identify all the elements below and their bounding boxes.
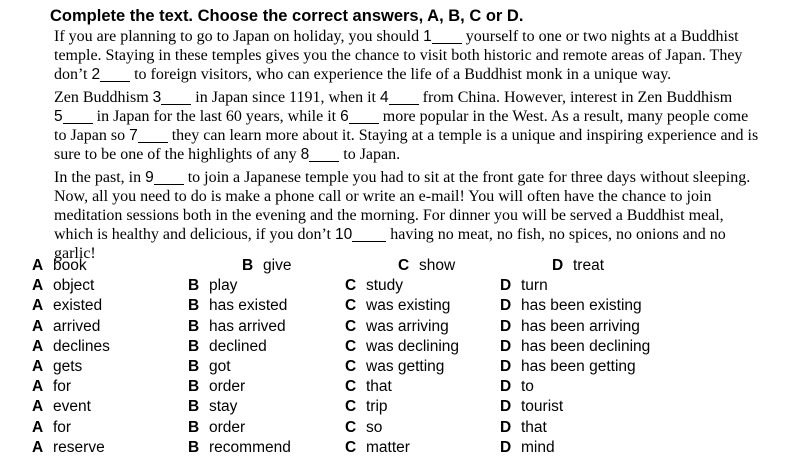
option-letter: C xyxy=(345,398,357,416)
blank-line-4 xyxy=(389,100,419,105)
option-label: for xyxy=(53,418,72,436)
option-6-b xyxy=(188,357,231,377)
option-label: stay xyxy=(209,398,238,416)
option-label: was getting xyxy=(366,357,445,375)
passage-text: to join a Japanese temple you had to sit at the front gate for three days without sleeping. xyxy=(183,169,751,186)
option-letter: B xyxy=(188,378,200,396)
option-5-c xyxy=(345,337,459,357)
option-6-d xyxy=(500,357,636,377)
option-letter: B xyxy=(188,418,200,436)
blank-number-4: 4 xyxy=(380,89,389,106)
blank-number-2: 2 xyxy=(91,66,101,83)
option-row-2 xyxy=(0,276,800,296)
blank-number-9: 9 xyxy=(145,169,154,186)
option-letter: D xyxy=(500,418,512,436)
option-10-d xyxy=(500,438,555,458)
blank-number-6: 6 xyxy=(340,108,349,125)
passage-text: garlic! xyxy=(54,245,96,262)
option-8-c xyxy=(345,397,388,417)
option-letter: D xyxy=(500,378,512,396)
blank-line-10 xyxy=(352,237,386,242)
passage-text: which is healthy and delicious, if you don’t xyxy=(54,226,335,243)
option-letter: A xyxy=(32,317,44,335)
option-8-b xyxy=(188,397,237,417)
passage-text: sure to be one of the highlights of any xyxy=(54,146,301,163)
option-1-b xyxy=(242,256,291,276)
option-letter: B xyxy=(188,317,200,335)
option-letter: A xyxy=(32,297,44,315)
option-5-a xyxy=(32,337,110,357)
option-label: was declining xyxy=(366,337,460,355)
passage-text: Now, all you need to do is make a phone call or write an e-mail! You will often have the chance to join xyxy=(54,188,712,205)
paragraph-3 xyxy=(54,168,758,263)
passage-text: don’t xyxy=(54,66,92,83)
option-row-1 xyxy=(0,256,800,276)
option-3-c xyxy=(345,296,450,316)
option-3-b xyxy=(188,296,287,316)
passage-line xyxy=(54,88,758,107)
option-letter: D xyxy=(500,357,512,375)
blank-number-10: 10 xyxy=(335,226,353,243)
option-label: treat xyxy=(573,257,605,274)
option-letter: D xyxy=(552,257,564,274)
passage-text: to Japan so xyxy=(54,127,130,144)
passage-line xyxy=(54,168,758,187)
option-label: play xyxy=(209,277,238,295)
option-letter: D xyxy=(500,297,512,315)
passage-line xyxy=(54,107,758,126)
option-label: existed xyxy=(53,297,103,315)
option-label: tourist xyxy=(521,398,564,416)
option-letter: B xyxy=(188,398,200,416)
option-label: declines xyxy=(53,337,110,355)
option-row-8 xyxy=(0,397,800,417)
option-letter: B xyxy=(188,357,200,375)
exercise-title: Complete the text. Choose the correct answers, A, B, C or D. xyxy=(50,7,524,25)
option-4-c xyxy=(345,317,449,337)
option-row-5 xyxy=(0,337,800,357)
option-7-d xyxy=(500,377,534,397)
option-letter: A xyxy=(32,378,44,396)
passage-line xyxy=(54,65,758,84)
option-label: has been existing xyxy=(521,297,642,315)
option-label: gets xyxy=(53,357,83,375)
passage-line xyxy=(54,206,758,225)
passage-line xyxy=(54,46,758,65)
option-label: order xyxy=(209,378,246,396)
blank-line-2 xyxy=(100,77,130,82)
option-row-3 xyxy=(0,296,800,316)
option-letter: C xyxy=(345,317,357,335)
option-row-4 xyxy=(0,317,800,337)
option-label: study xyxy=(366,277,404,295)
passage-text: in Japan for the last 60 years, while it xyxy=(92,108,341,125)
option-letter: C xyxy=(345,418,357,436)
option-5-d xyxy=(500,337,650,357)
blank-line-1 xyxy=(432,39,462,44)
blank-number-7: 7 xyxy=(129,127,138,144)
option-letter: D xyxy=(500,317,512,335)
option-4-a xyxy=(32,317,100,337)
option-letter: D xyxy=(500,438,512,456)
option-letter: D xyxy=(500,337,512,355)
option-6-c xyxy=(345,357,444,377)
option-letter: C xyxy=(345,337,357,355)
option-letter: A xyxy=(32,277,44,295)
option-letter: D xyxy=(500,277,512,295)
passage-text: to foreign visitors, who can experience the life of a Buddhist monk in a unique way. xyxy=(130,66,672,83)
passage-line xyxy=(54,187,758,206)
option-2-c xyxy=(345,276,403,296)
option-3-d xyxy=(500,296,642,316)
option-9-a xyxy=(32,418,71,438)
option-label: to xyxy=(521,378,534,396)
option-9-d xyxy=(500,418,547,438)
option-1-a xyxy=(32,256,87,276)
option-4-b xyxy=(188,317,286,337)
option-letter: A xyxy=(32,357,44,375)
option-row-10 xyxy=(0,438,800,458)
passage-text: yourself to one or two nights at a Buddhist xyxy=(461,28,739,45)
option-label: has been declining xyxy=(521,337,651,355)
option-label: was existing xyxy=(366,297,451,315)
option-label: book xyxy=(53,257,87,274)
blank-line-6 xyxy=(349,119,379,124)
passage-text: In the past, in xyxy=(54,169,146,186)
option-label: has existed xyxy=(209,297,288,315)
options-grid xyxy=(0,256,800,458)
option-letter: C xyxy=(345,277,357,295)
passage-text: meditation sessions both in the evening and the morning. For dinner you will be served a Buddhist meal, xyxy=(54,207,724,224)
passage xyxy=(54,27,758,267)
passage-text: temple. Staying in these temples gives you the chance to visit both historic and remote areas of Japan. They xyxy=(54,47,743,64)
option-row-7 xyxy=(0,377,800,397)
option-1-c xyxy=(398,256,455,276)
paragraph-1 xyxy=(54,27,758,84)
option-8-a xyxy=(32,397,91,417)
option-letter: B xyxy=(242,257,254,274)
option-label: recommend xyxy=(209,438,291,456)
option-7-b xyxy=(188,377,245,397)
option-label: for xyxy=(53,378,72,396)
option-label: that xyxy=(366,378,392,396)
option-label: has been arriving xyxy=(521,317,640,335)
option-label: turn xyxy=(521,277,548,295)
option-2-b xyxy=(188,276,237,296)
option-label: was arriving xyxy=(366,317,449,335)
option-letter: B xyxy=(188,277,200,295)
option-8-d xyxy=(500,397,563,417)
blank-number-3: 3 xyxy=(152,89,162,106)
passage-text: they can learn more about it. Staying at a temple is a unique and inspiring experience and is xyxy=(167,127,759,144)
option-row-9 xyxy=(0,418,800,438)
option-label: event xyxy=(53,398,91,416)
option-letter: C xyxy=(345,297,357,315)
passage-text: from China. However, interest in Zen Buddhism xyxy=(418,89,733,106)
option-7-c xyxy=(345,377,392,397)
option-label: object xyxy=(53,277,95,295)
option-row-6 xyxy=(0,357,800,377)
option-letter: A xyxy=(32,418,44,436)
option-1-d xyxy=(552,256,604,276)
option-label: trip xyxy=(366,398,388,416)
option-6-a xyxy=(32,357,82,377)
option-label: matter xyxy=(366,438,410,456)
blank-number-8: 8 xyxy=(300,146,310,163)
passage-text: Zen Buddhism xyxy=(54,89,153,106)
option-4-d xyxy=(500,317,640,337)
option-10-c xyxy=(345,438,410,458)
option-9-b xyxy=(188,418,245,438)
blank-line-8 xyxy=(309,157,339,162)
option-label: that xyxy=(521,418,547,436)
option-10-b xyxy=(188,438,291,458)
option-2-d xyxy=(500,276,548,296)
option-label: mind xyxy=(521,438,555,456)
option-7-a xyxy=(32,377,71,397)
passage-text: more popular in the West. As a result, many people come xyxy=(378,108,749,125)
option-label: arrived xyxy=(53,317,101,335)
option-5-b xyxy=(188,337,267,357)
option-letter: C xyxy=(345,357,357,375)
option-label: so xyxy=(366,418,383,436)
passage-text: having no meat, no fish, no spices, no onions and no xyxy=(386,226,726,243)
passage-text: If you are planning to go to Japan on holiday, you should xyxy=(54,28,424,45)
option-label: has been getting xyxy=(521,357,636,375)
blank-number-5: 5 xyxy=(54,108,63,125)
passage-line xyxy=(54,27,758,46)
passage-line xyxy=(54,126,758,145)
option-letter: C xyxy=(345,438,357,456)
option-3-a xyxy=(32,296,102,316)
blank-line-3 xyxy=(161,100,191,105)
option-letter: A xyxy=(32,337,44,355)
option-letter: C xyxy=(345,378,357,396)
option-letter: C xyxy=(398,257,410,274)
option-10-a xyxy=(32,438,105,458)
option-label: declined xyxy=(209,337,267,355)
passage-text: in Japan since 1191, when it xyxy=(191,89,380,106)
passage-line xyxy=(54,145,758,164)
blank-number-1: 1 xyxy=(423,28,432,45)
option-label: show xyxy=(419,257,456,274)
option-label: give xyxy=(263,257,292,274)
blank-line-9 xyxy=(154,180,184,185)
option-label: has arrived xyxy=(209,317,286,335)
option-letter: A xyxy=(32,257,44,274)
option-label: order xyxy=(209,418,246,436)
option-letter: A xyxy=(32,438,44,456)
option-letter: B xyxy=(188,438,200,456)
passage-text: to Japan. xyxy=(339,146,401,163)
blank-line-7 xyxy=(138,138,168,143)
option-label: got xyxy=(209,357,231,375)
option-letter: D xyxy=(500,398,512,416)
blank-line-5 xyxy=(63,119,93,124)
option-letter: A xyxy=(32,398,44,416)
option-label: reserve xyxy=(53,438,105,456)
option-letter: B xyxy=(188,337,200,355)
paragraph-2 xyxy=(54,88,758,164)
passage-line xyxy=(54,225,758,244)
option-2-a xyxy=(32,276,94,296)
option-9-c xyxy=(345,418,382,438)
option-letter: B xyxy=(188,297,200,315)
